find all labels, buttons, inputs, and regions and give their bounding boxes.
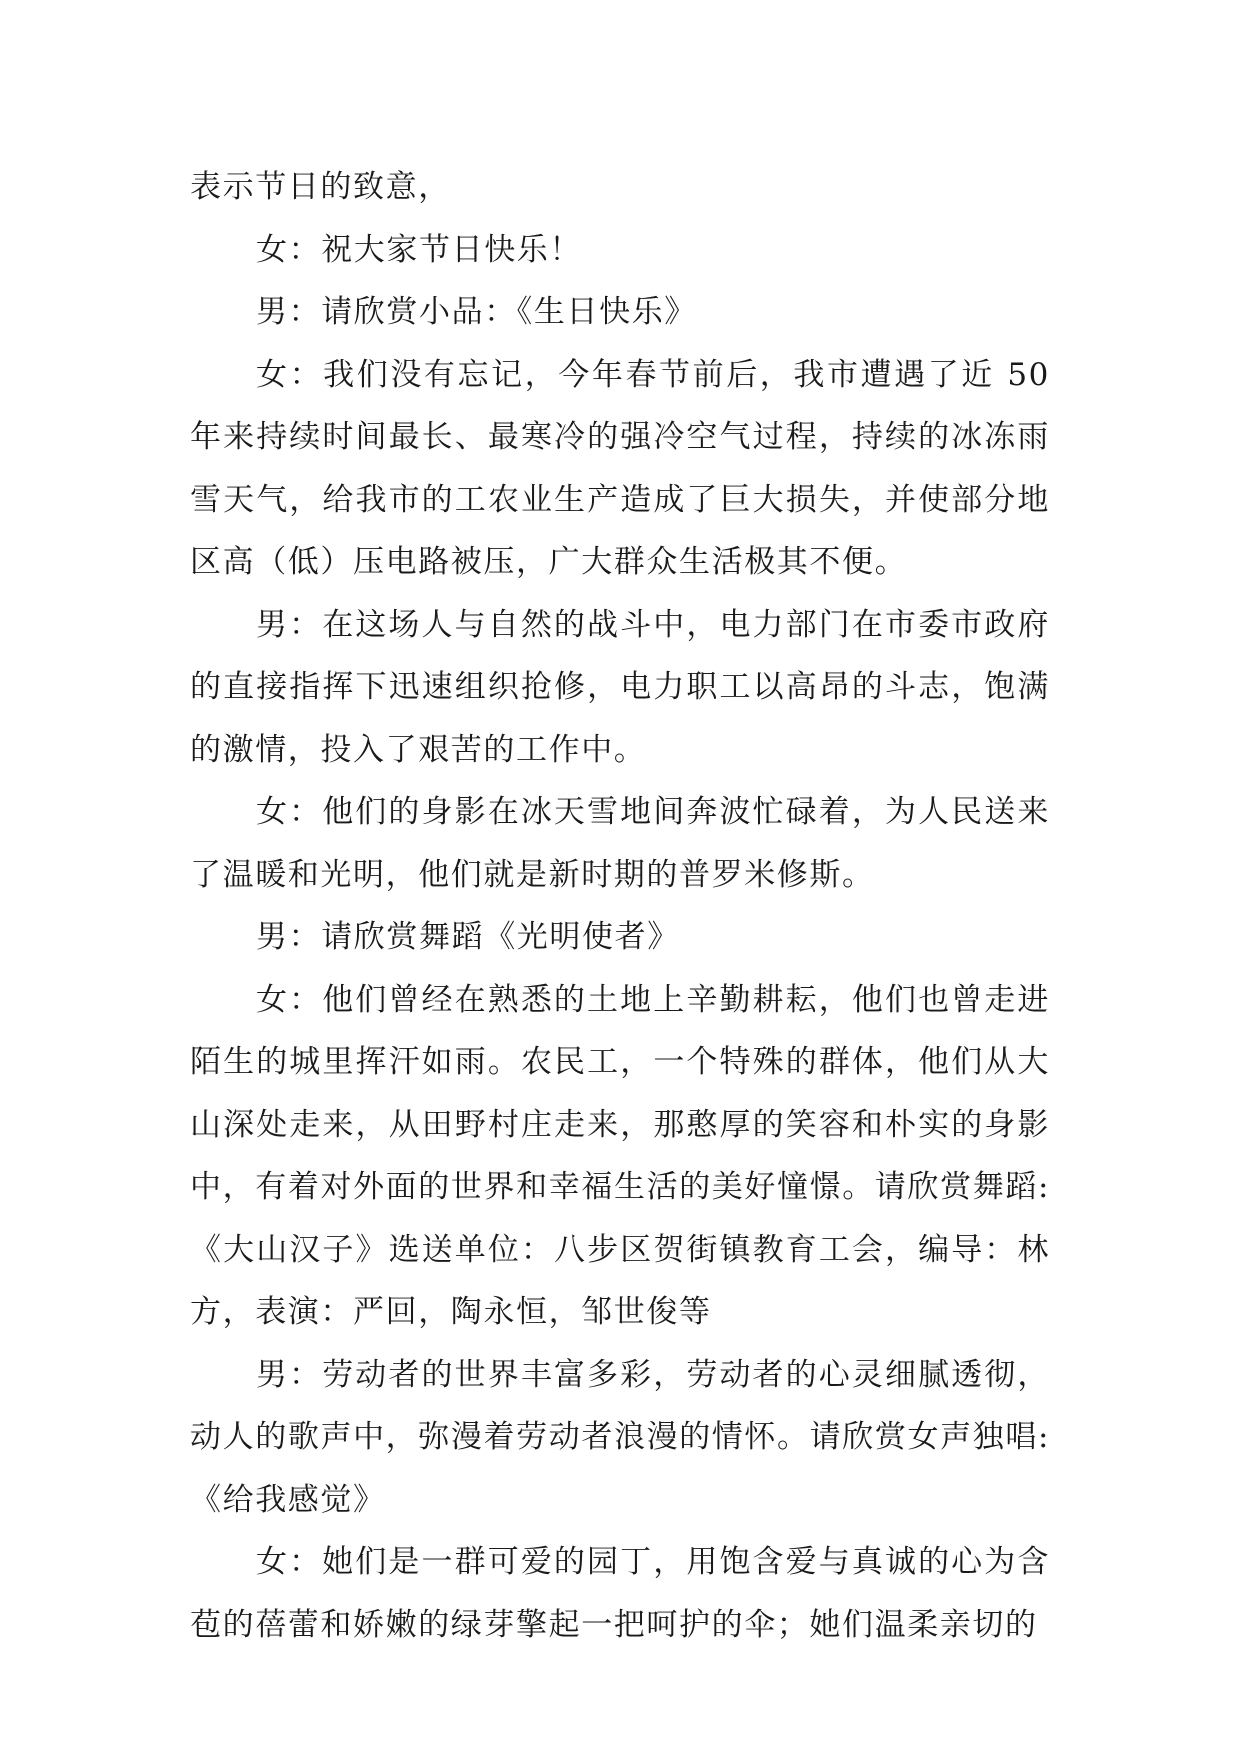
paragraph-female-wish: 女：祝大家节日快乐！ (256, 231, 582, 268)
paragraph-female-gardeners: 女：她们是一群可爱的园丁，用饱含爱与真诚的心为含苞的蓓蕾和娇嫩的绿芽擎起一把呵护的伞；她们温柔亲切的 (190, 1544, 1050, 1643)
paragraph-male-solo-intro: 男：劳动者的世界丰富多彩，劳动者的心灵细腻透彻，动人的歌声中，弥漫着劳动者浪漫的情怀。请欣赏女声独唱:《给我感觉》 (190, 1356, 1050, 1518)
paragraph-greeting-end: 表示节日的致意， (190, 169, 451, 205)
document-body (190, 156, 1050, 1656)
paragraph-female-snowstorm: 女：我们没有忘记，今年春节前后，我市遭遇了近 50 年来持续时间最长、最寒冷的强冷空气过程，持续的冰冻雨雪天气，给我市的工农业生产造成了巨大损失，并使部分地区高（低）压电路被压，广大群众生活极其不便。 (190, 356, 1050, 580)
paragraph-female-migrant-workers: 女：他们曾经在熟悉的土地上辛勤耕耘，他们也曾走进陌生的城里挥汗如雨。农民工，一个特殊的群体，他们从大山深处走来，从田野村庄走来，那憨厚的笑容和朴实的身影中，有着对外面的世界和幸福生活的美好憧憬。请欣赏舞蹈:《大山汉子》选送单位：八步区贺街镇教育工会，编导：林方，表演：严回，陶永恒，邹世俊等 (190, 981, 1050, 1330)
paragraph-male-repair: 男：在这场人与自然的战斗中，电力部门在市委市政府的直接指挥下迅速组织抢修，电力职工以高昂的斗志，饱满的激情，投入了艰苦的工作中。 (190, 606, 1050, 768)
paragraph-male-dance-intro: 男：请欣赏舞蹈《光明使者》 (256, 919, 680, 955)
paragraph-female-prometheus: 女：他们的身影在冰天雪地间奔波忙碌着，为人民送来了温暖和光明，他们就是新时期的普罗米修斯。 (190, 794, 1050, 893)
paragraph-male-sketch-intro: 男：请欣赏小品：《生日快乐》 (256, 294, 697, 330)
